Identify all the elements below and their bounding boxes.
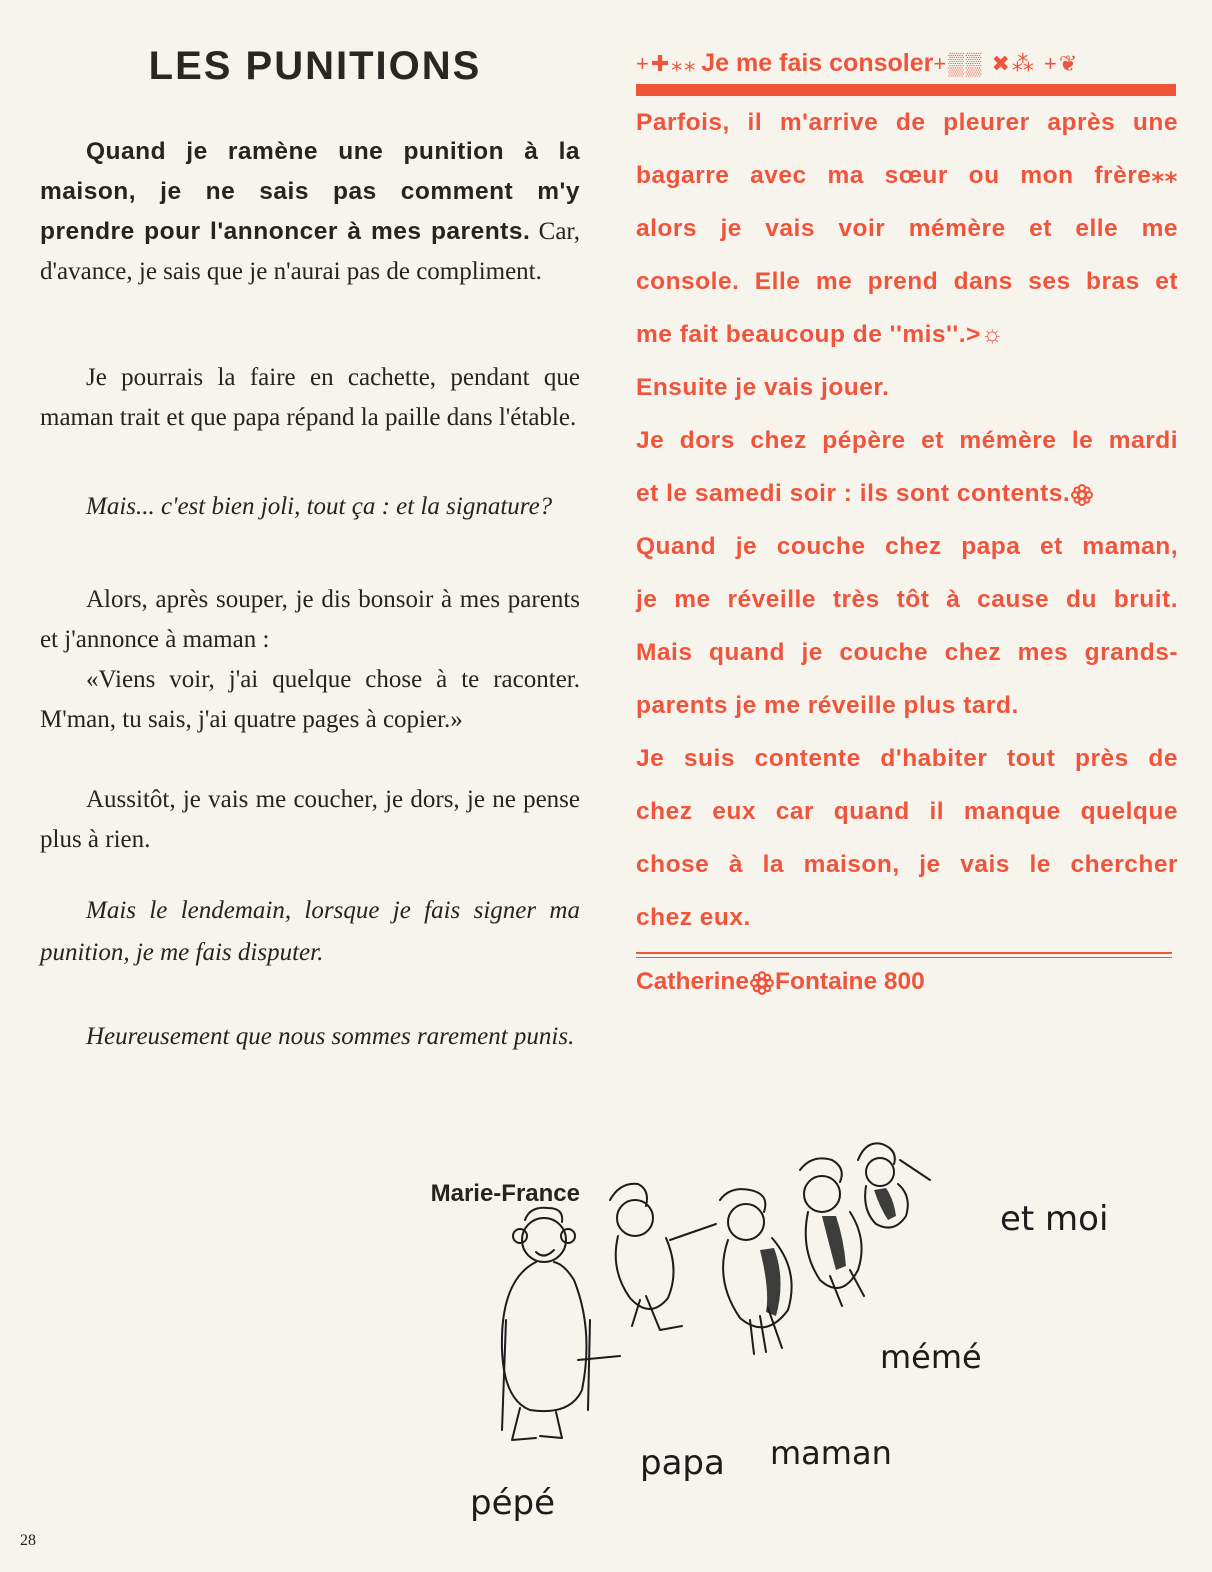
author-signature-right <box>636 962 1178 1002</box>
paragraph-8 <box>40 1016 580 1058</box>
paragraph-3-text: Mais... c'est bien joli, tout ça : et la signature? <box>86 493 553 520</box>
label-meme: mémé <box>880 1338 982 1376</box>
right-line-flower <box>636 467 1178 520</box>
paragraph-4 <box>40 580 580 660</box>
paragraph-5 <box>40 660 580 740</box>
left-column <box>40 40 580 1207</box>
right-line: Je dors chez pépère et mémère le mardi <box>636 427 1178 454</box>
right-line: Mais quand je couche chez mes grands- <box>636 639 1178 666</box>
author-signature-left: Marie-France <box>430 1180 580 1207</box>
paragraph-1 <box>40 132 580 292</box>
paragraph-2-text: Je pourrais la faire en cachette, pendant que maman trait et que papa répand la paille dans l'étable. <box>40 364 580 431</box>
right-title: Je me fais consoler <box>701 49 934 77</box>
figure-maman <box>720 1189 792 1354</box>
right-column <box>636 40 1178 1002</box>
right-body <box>636 96 1178 944</box>
paragraph-1-rest: Car, d'avance, je sais que je n'aurai pas de compliment. <box>40 218 580 285</box>
signature-first-name: Catherine <box>636 968 750 995</box>
paragraph-6-text: Aussitôt, je vais me coucher, je dors, je ne pense plus à rien. <box>40 786 580 853</box>
right-line: chose à la maison, je vais le chercher <box>636 851 1178 878</box>
right-line: me fait beaucoup de ''mis''.>☼ <box>636 321 1004 348</box>
label-et-moi: et moi <box>1000 1199 1109 1239</box>
paragraph-6 <box>40 780 580 860</box>
right-line: parents je me réveille plus tard. <box>636 692 1019 719</box>
scribble-fills <box>760 1188 896 1316</box>
right-line: Parfois, il m'arrive de pleurer après une <box>636 109 1178 136</box>
right-line: je me réveille très tôt à cause du bruit. <box>636 586 1178 613</box>
header-ornament-left: +✚⁎⁎ <box>636 51 698 76</box>
paragraph-1-bold: Quand je ramène une punition à la maison, je ne sais pas comment m'y prendre pour l'annoncer à mes parents. <box>40 138 580 245</box>
right-line: chez eux. <box>636 904 751 931</box>
article-title: LES PUNITIONS <box>148 44 482 88</box>
label-papa: papa <box>640 1443 725 1483</box>
paragraph-3 <box>40 487 580 527</box>
right-line: console. Elle me prend dans ses bras et <box>636 268 1178 295</box>
header-ornament-right: +▒▒ ✖⁂ +❦ <box>933 51 1080 76</box>
right-line: alors je vais voir mémère et elle me <box>636 215 1178 242</box>
right-line: Ensuite je vais jouer. <box>636 374 890 401</box>
paragraph-2 <box>40 358 580 438</box>
paragraph-7-text: Mais le lendemain, lorsque je fais signer ma punition, je me fais disputer. <box>40 897 580 966</box>
child-drawing <box>470 1120 1190 1540</box>
header-bar <box>636 84 1176 96</box>
label-pepe: pépé <box>470 1483 555 1523</box>
signature-last-name: Fontaine 800 <box>775 968 925 995</box>
page-number: 28 <box>20 1532 36 1549</box>
figure-pepe <box>502 1208 620 1440</box>
right-line: Quand je couche chez papa et maman, <box>636 533 1178 560</box>
right-divider <box>636 952 1172 958</box>
paragraph-7 <box>40 890 580 974</box>
right-line: Je suis contente d'habiter tout près de <box>636 745 1178 772</box>
right-line: bagarre avec ma sœur ou mon frère⁎⁎ <box>636 162 1178 189</box>
flower-ornament-icon <box>1070 483 1094 507</box>
paragraph-4-text: Alors, après souper, je dis bonsoir à mes parents et j'annonce à maman : <box>40 586 580 653</box>
figure-papa <box>610 1184 716 1330</box>
right-line: chez eux car quand il manque quelque <box>636 798 1178 825</box>
right-line: et le samedi soir : ils sont contents. <box>636 480 1071 507</box>
right-header <box>636 40 1178 96</box>
label-maman: maman <box>770 1434 892 1472</box>
paragraph-8-text: Heureusement que nous sommes rarement punis. <box>86 1023 575 1050</box>
paragraph-5-text: «Viens voir, j'ai quelque chose à te raconter. M'man, tu sais, j'ai quatre pages à copier.» <box>40 666 580 733</box>
flower-ornament-icon <box>749 970 775 996</box>
